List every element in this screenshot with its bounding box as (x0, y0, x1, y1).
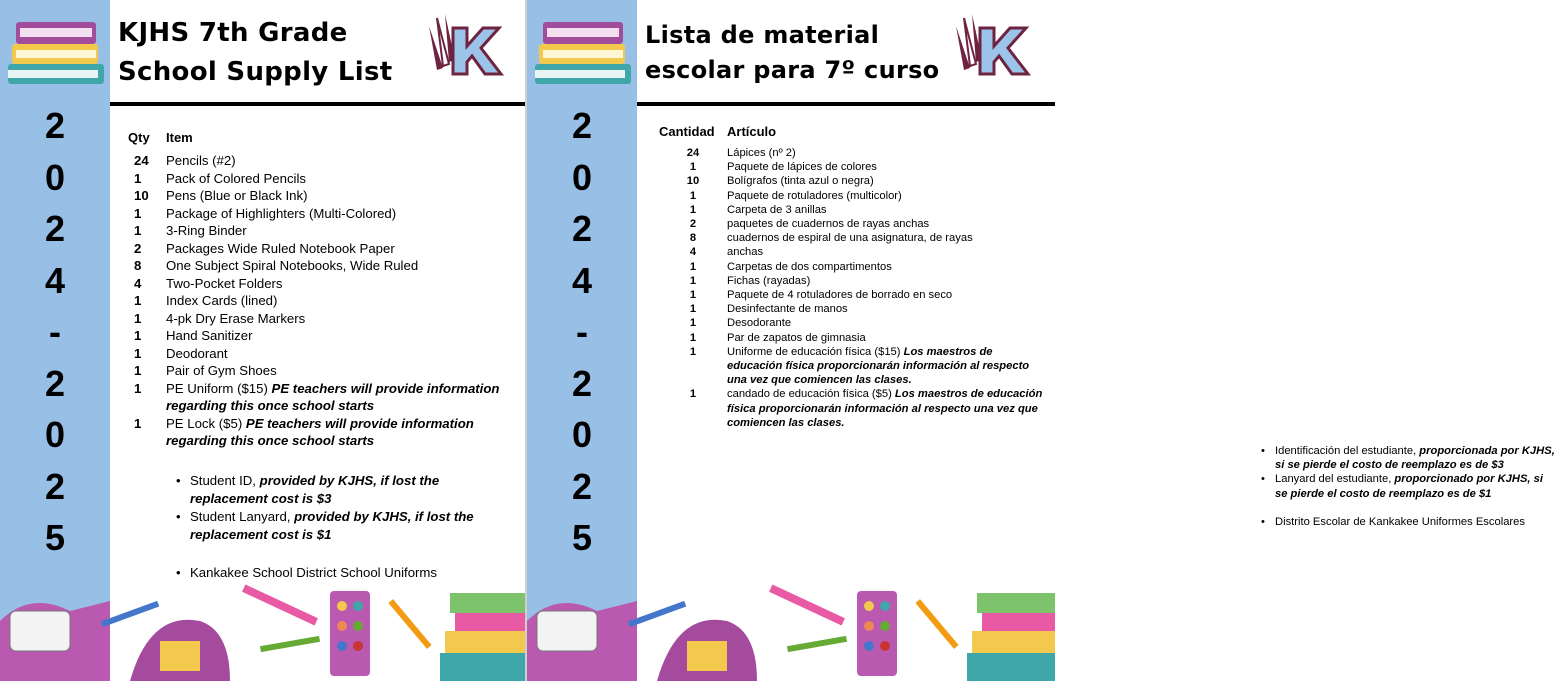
item-text (166, 415, 518, 450)
item-text (727, 160, 1049, 174)
list-item (659, 231, 1049, 245)
books-stack-icon (2, 10, 110, 92)
item-qty: 8 (689, 232, 697, 245)
item-qty: 24 (134, 153, 149, 168)
item-label: Pair of Gym Shoes (166, 363, 277, 378)
item-qty: 2 (134, 240, 142, 256)
item-text (727, 203, 1049, 217)
item-label: Bolígrafos (tinta azul o negra) (727, 175, 874, 188)
item-qty: 1 (134, 380, 142, 396)
item-qty: 1 (689, 331, 697, 344)
note-item (172, 472, 502, 508)
item-qty: 1 (689, 203, 697, 216)
kjhs-logo-icon (942, 8, 1032, 90)
item-qty: 1 (134, 205, 142, 221)
page-title (118, 14, 393, 92)
note-item (1257, 472, 1557, 500)
list-item (128, 240, 518, 258)
qty-header: Cantidad (659, 124, 715, 139)
item-label: anchas (727, 246, 764, 259)
kjhs-logo-icon (415, 8, 505, 90)
school-supplies-art (0, 581, 525, 681)
year-char: 0 (571, 156, 593, 198)
year-char: 2 (44, 362, 66, 404)
item-label: paquetes de cuadernos de rayas anchas (727, 218, 930, 231)
item-qty: 1 (689, 303, 697, 316)
list-item (659, 260, 1049, 274)
list-item (128, 275, 518, 293)
item-label: Package of Highlighters (Multi-Colored) (166, 205, 397, 221)
item-header: Item (166, 130, 193, 145)
item-text (166, 327, 518, 345)
school-year (527, 100, 637, 564)
english-panel (0, 0, 525, 681)
item-qty: 1 (689, 260, 697, 273)
list-item (128, 152, 518, 170)
list-item (128, 187, 518, 205)
note-detail: proporcionada por KJHS, si se pierde el costo de reemplazo es de $3 (1275, 445, 1555, 472)
list-item (128, 327, 518, 345)
item-qty: 1 (134, 345, 142, 361)
item-qty: 1 (689, 161, 697, 174)
item-text (166, 257, 518, 275)
year-char: 0 (571, 414, 593, 455)
item-qty: 1 (134, 328, 142, 343)
item-qty: 4 (134, 275, 142, 291)
item-label: candado de educación física ($5) (727, 388, 895, 401)
extra-notes-list (172, 472, 502, 582)
note-text: Student Lanyard, (190, 509, 295, 524)
list-item (659, 316, 1049, 330)
list-item (659, 189, 1049, 203)
item-qty: 1 (134, 310, 142, 326)
year-char: 4 (44, 259, 66, 301)
item-qty: 1 (689, 388, 697, 401)
list-item (659, 203, 1049, 217)
list-item (128, 310, 518, 328)
list-item (659, 174, 1049, 188)
item-label: Hand Sanitizer (166, 328, 253, 343)
year-char: 2 (44, 208, 66, 249)
item-text (727, 274, 1049, 288)
year-char: 2 (44, 465, 66, 507)
list-header (128, 130, 518, 152)
item-label: 3-Ring Binder (166, 223, 247, 238)
books-stack-icon (529, 10, 637, 92)
item-text (727, 189, 1049, 203)
header-rule (637, 102, 1055, 106)
item-text (166, 152, 518, 170)
item-label: Carpeta de 3 anillas (727, 203, 827, 216)
school-year (0, 100, 110, 564)
list-item (128, 222, 518, 240)
item-text (166, 187, 518, 205)
list-item (659, 302, 1049, 316)
item-text (727, 387, 1049, 430)
item-label: Paquete de rotuladores (multicolor) (727, 189, 902, 202)
list-item (128, 257, 518, 275)
item-qty: 10 (686, 175, 700, 188)
school-supplies-art (527, 581, 1055, 681)
item-label: cuadernos de espiral de una asignatura, de rayas (727, 232, 973, 245)
list-item (659, 146, 1049, 160)
item-label: Index Cards (lined) (166, 293, 278, 308)
item-qty: 1 (689, 317, 697, 330)
item-text (166, 362, 518, 380)
item-text (727, 316, 1049, 330)
year-char: 2 (571, 208, 593, 249)
list-header (659, 124, 1049, 146)
item-label: Pencils (#2) (166, 153, 236, 168)
item-qty: 24 (686, 147, 700, 159)
item-text (727, 146, 1049, 160)
item-label: Uniforme de educación física ($15) (727, 345, 904, 358)
list-item (128, 415, 518, 450)
note-detail: provided by KJHS, if lost the replacement cost is $3 (190, 473, 440, 506)
note-detail: provided by KJHS, if lost the replacement cost is $1 (190, 509, 474, 542)
title-line: Lista de material (645, 21, 880, 49)
header-rule (110, 102, 525, 106)
item-qty: 2 (689, 218, 697, 231)
list-item (128, 345, 518, 363)
item-label: Lápices (nº 2) (727, 147, 796, 159)
logo-badge-text: EST. 1960 (437, 78, 462, 84)
list-item (659, 217, 1049, 231)
item-text (727, 231, 1049, 245)
item-text (727, 302, 1049, 316)
list-item (128, 362, 518, 380)
item-qty: 1 (134, 415, 142, 431)
item-text (727, 245, 1049, 259)
note-text: Distrito Escolar de Kankakee Uniformes Escolares (1275, 515, 1525, 528)
item-qty: 1 (689, 289, 697, 302)
title-line: School Supply List (118, 57, 393, 87)
item-note: PE teachers will provide information regarding this once school starts (166, 380, 500, 413)
item-label: Par de zapatos de gimnasia (727, 331, 866, 344)
year-char: 2 (571, 465, 593, 507)
item-qty: 1 (689, 274, 697, 287)
item-text (166, 292, 518, 310)
list-item (659, 288, 1049, 302)
supply-list (659, 124, 1049, 430)
item-text (166, 170, 518, 188)
item-note: Los maestros de educación física proporcionarán información al respecto una vez que comiencen las clases. (727, 345, 1030, 387)
note-item (1257, 444, 1557, 472)
note-text: Identificación del estudiante, (1275, 445, 1420, 457)
extra-notes-list (1257, 444, 1557, 529)
item-label: One Subject Spiral Notebooks, Wide Ruled (166, 258, 419, 273)
qty-header: Qty (128, 130, 150, 145)
spanish-panel (527, 0, 1555, 681)
item-text (727, 331, 1049, 345)
item-qty: 8 (134, 258, 142, 273)
note-detail: proporcionado por KJHS, si se pierde el costo de reemplazo es de $1 (1275, 473, 1543, 500)
item-text (727, 260, 1049, 274)
title-line: escolar para 7º curso (645, 56, 940, 84)
item-label: Fichas (rayadas) (727, 274, 811, 287)
note-text: Student ID, (190, 473, 260, 488)
item-text (166, 222, 518, 240)
year-char: - (49, 311, 61, 352)
list-item (128, 205, 518, 223)
item-note: PE teachers will provide information regarding this once school starts (166, 415, 474, 448)
supply-list (128, 130, 518, 450)
note-item (172, 564, 502, 582)
item-label: Paquete de lápices de colores (727, 161, 877, 174)
note-item (1257, 515, 1557, 529)
item-text (727, 288, 1049, 302)
title-line: KJHS 7th Grade (118, 18, 348, 48)
item-text (166, 205, 518, 223)
year-char: 0 (44, 414, 66, 455)
year-char: 2 (44, 105, 66, 146)
item-label: 4-pk Dry Erase Markers (166, 310, 306, 326)
item-text (166, 310, 518, 328)
item-label: Carpetas de dos compartimentos (727, 260, 892, 273)
item-text (727, 174, 1049, 188)
item-text (166, 240, 518, 258)
item-qty: 1 (134, 363, 142, 378)
list-item (659, 245, 1049, 259)
list-item (659, 331, 1049, 345)
page-title (645, 18, 939, 88)
item-label: Two-Pocket Folders (166, 275, 283, 291)
item-label: Pens (Blue or Black Ink) (166, 188, 308, 203)
list-item (128, 170, 518, 188)
list-item (659, 345, 1049, 388)
item-label: Packages Wide Ruled Notebook Paper (166, 240, 395, 256)
year-char: - (576, 311, 588, 352)
item-qty: 1 (689, 189, 697, 202)
list-item (128, 380, 518, 415)
item-label: PE Lock ($5) (166, 415, 246, 431)
year-char: 0 (44, 156, 66, 198)
item-qty: 1 (134, 223, 142, 238)
item-text (727, 345, 1049, 388)
item-qty: 10 (134, 188, 149, 203)
item-qty: 4 (689, 246, 697, 259)
list-item (128, 292, 518, 310)
item-text (166, 275, 518, 293)
item-note: Los maestros de educación física proporcionarán información al respecto una vez que comiencen las clases. (727, 388, 1043, 429)
note-item (172, 508, 502, 544)
note-text: Kankakee School District School Uniforms (190, 565, 438, 580)
item-qty: 1 (689, 345, 697, 358)
year-char: 2 (571, 105, 593, 146)
item-label: Deodorant (166, 345, 228, 361)
list-item (659, 160, 1049, 174)
item-label: PE Uniform ($15) (166, 380, 272, 396)
year-char: 5 (571, 517, 593, 558)
note-text: Lanyard del estudiante, (1275, 473, 1395, 486)
item-label: Desinfectante de manos (727, 303, 848, 316)
item-qty: 1 (134, 170, 142, 186)
item-header: Artículo (727, 124, 777, 139)
item-label: Desodorante (727, 317, 792, 330)
list-item (659, 274, 1049, 288)
item-text (727, 217, 1049, 231)
year-char: 2 (571, 362, 593, 404)
list-item (659, 387, 1049, 430)
year-char: 4 (571, 259, 593, 301)
item-qty: 1 (134, 293, 142, 308)
year-char: 5 (44, 517, 66, 558)
item-label: Paquete de 4 rotuladores de borrado en seco (727, 289, 953, 302)
item-text (166, 380, 518, 415)
item-text (166, 345, 518, 363)
item-label: Pack of Colored Pencils (166, 170, 307, 186)
